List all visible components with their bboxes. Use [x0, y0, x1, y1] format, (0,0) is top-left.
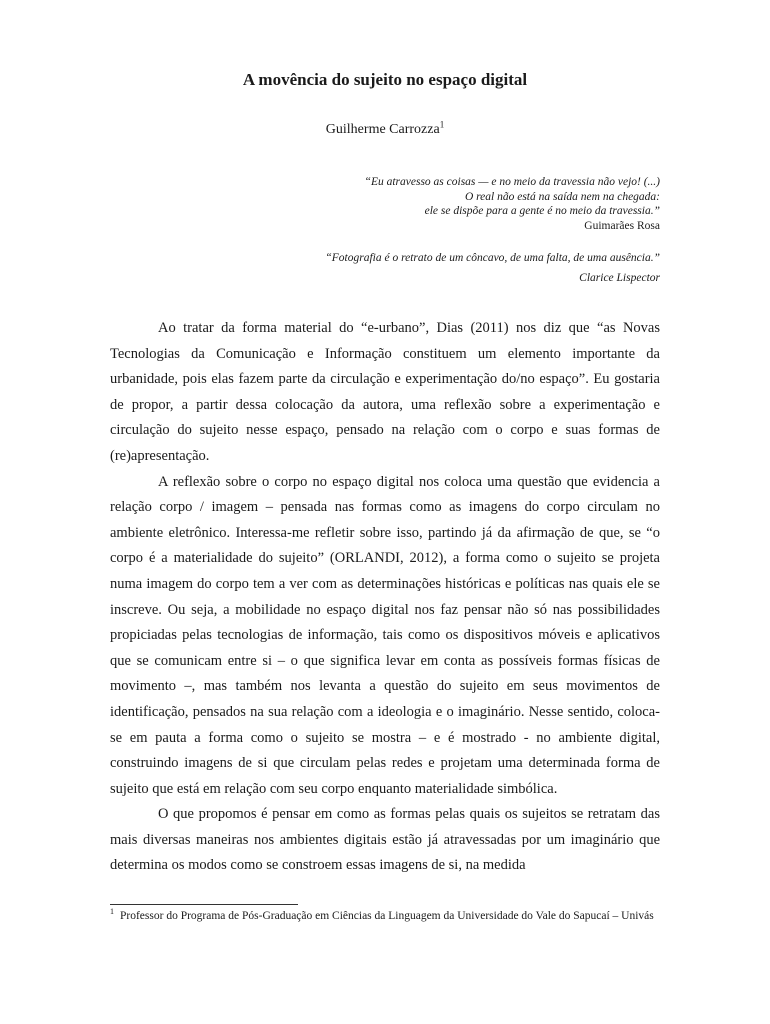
body-text — [110, 316, 660, 879]
epigraph-line: ele se dispõe para a gente é no meio da travessia.” — [424, 205, 660, 217]
epigraph-rosa — [365, 175, 660, 233]
epigraph-line: “Fotografia é o retrato de um côncavo, de uma falta, de uma ausência.” — [325, 252, 660, 264]
paper-title: A movência do sujeito no espaço digital — [242, 70, 528, 89]
epigraph-source: Clarice Lispector — [579, 271, 660, 284]
epigraph-line: “Eu atravesso as coisas — e no meio da travessia não vejo! (...) — [364, 176, 660, 188]
paragraph: O que propomos é pensar em como as formas pelas quais os sujeitos se retratam das mais diversas maneiras nos ambientes digitais estão já atravessadas por um imaginário que determina os modos como se constroem essas imagens de si, na medida — [110, 806, 660, 874]
epigraph-source: Guimarães Rosa — [584, 219, 660, 232]
footnote-marker[interactable]: 1 — [439, 119, 445, 130]
epigraph-lispector — [325, 251, 660, 285]
footnote-number: 1 — [110, 907, 114, 917]
footnote — [110, 908, 660, 925]
footnote-text: Professor do Programa de Pós-Graduação em Ciências da Linguagem da Universidade do Vale do Sapucaí – Univás — [120, 910, 654, 922]
footnote-divider — [110, 904, 298, 905]
epigraph-line: O real não está na saída nem na chegada: — [464, 190, 660, 203]
paragraph: Ao tratar da forma material do “e-urbano”, Dias (2011) nos diz que “as Novas Tecnologias da Comunicação e Informação constituem um elemento importante da urbanidade, pois elas fazem parte da circulação e experimentação do/no espaço”. Eu gostaria de propor, a partir dessa colocação da autora, uma reflexão sobre a experimentação e circulação do sujeito nesse espaço, pensado na relação com o corpo e suas formas de (re)apresentação. — [110, 320, 660, 464]
paragraph: A reflexão sobre o corpo no espaço digital nos coloca uma questão que evidencia a relação corpo / imagem – pensada nas formas como as imagens do corpo circulam no ambiente eletrônico. Interessa-me refletir sobre isso, partindo já da afirmação de que, se “o corpo é a materialidade do sujeito” (ORLANDI, 2012), a forma como o sujeito se projeta numa imagem do corpo tem a ver com as determinações históricas e políticas nas quais ele se inscreve. Ou seja, a mobilidade no espaço digital nos faz pensar não só nas possibilidades propiciadas pelas tecnologias de informação, tais como os dispositivos móveis e aplicativos que se comunicam entre si – o que significa levar em conta as possíveis formas físicas de movimento –, mas também nos levanta a questão do sujeito em seus movimentos de identificação, pensados na sua relação com a ideologia e o imaginário. Nesse sentido, coloca-se em pauta a forma como o sujeito se mostra – e é mostrado - no ambiente digital, construindo imagens de si que circulam pelas redes e projetam uma determinada forma de sujeito que está em relação com seu corpo enquanto materialidade simbólica. — [110, 473, 660, 797]
author-line — [0, 119, 770, 138]
author-name: Guilherme Carrozza — [325, 122, 440, 137]
